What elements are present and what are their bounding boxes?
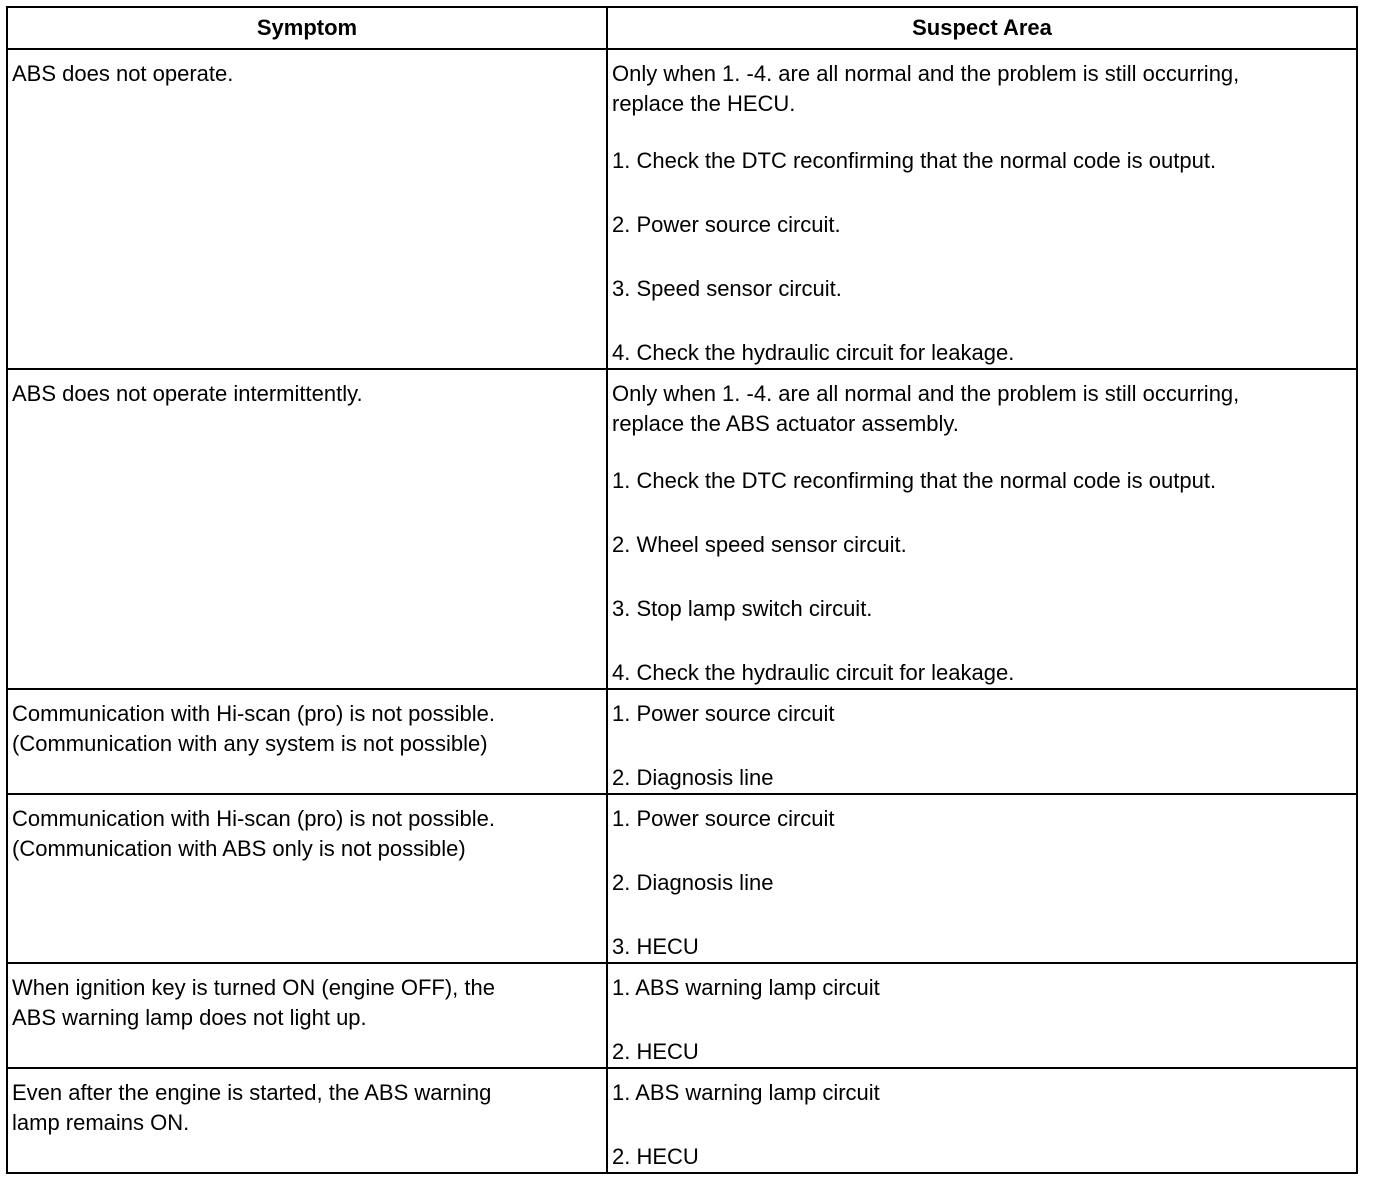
suspect-area-header: Suspect Area (607, 7, 1357, 49)
table-row (7, 49, 1357, 369)
suspect-area-cell (607, 1068, 1357, 1173)
symptom-text: Communication with Hi-scan (pro) is not possible. (Communication with any system is not possible) (12, 701, 495, 756)
suspect-area-content (608, 370, 1356, 688)
table-row (7, 689, 1357, 794)
symptom-header: Symptom (7, 7, 607, 49)
symptom-text: ABS does not operate. (12, 61, 234, 86)
suspect-area-content (608, 795, 1356, 962)
symptom-cell (7, 49, 607, 369)
suspect-area-item: 4. Check the hydraulic circuit for leakage. (612, 660, 1015, 685)
suspect-area-item: 2. Wheel speed sensor circuit. (612, 532, 907, 557)
symptom-text: Communication with Hi-scan (pro) is not possible. (Communication with ABS only is not possible) (12, 806, 495, 861)
symptom-cell (7, 689, 607, 794)
suspect-area-item: 2. HECU (612, 1144, 699, 1169)
symptom-cell (7, 369, 607, 689)
suspect-area-item: 1. Power source circuit (612, 701, 835, 726)
suspect-area-cell (607, 369, 1357, 689)
suspect-area-note: Only when 1. -4. are all normal and the problem is still occurring, replace the HECU. (612, 61, 1240, 116)
suspect-area-item: 1. Check the DTC reconfirming that the normal code is output. (612, 148, 1217, 173)
symptom-text: Even after the engine is started, the ABS warning lamp remains ON. (12, 1080, 492, 1135)
table-row (7, 794, 1357, 963)
suspect-area-content (608, 690, 1356, 793)
suspect-area-cell (607, 963, 1357, 1068)
suspect-area-item: 3. Stop lamp switch circuit. (612, 596, 873, 621)
symptom-text: ABS does not operate intermittently. (12, 381, 363, 406)
suspect-area-item: 3. Speed sensor circuit. (612, 276, 842, 301)
suspect-area-item: 1. ABS warning lamp circuit (612, 1080, 880, 1105)
table-body (7, 49, 1357, 1173)
suspect-area-item: 3. HECU (612, 934, 699, 959)
table-row (7, 369, 1357, 689)
suspect-area-item: 2. Diagnosis line (612, 765, 774, 790)
suspect-area-item: 1. Power source circuit (612, 806, 835, 831)
suspect-area-content (608, 1069, 1356, 1172)
troubleshooting-table (6, 6, 1358, 1174)
table-row (7, 1068, 1357, 1173)
header-row (7, 7, 1357, 49)
symptom-cell (7, 1068, 607, 1173)
table-header (7, 7, 1357, 49)
symptom-cell (7, 963, 607, 1068)
suspect-area-cell (607, 49, 1357, 369)
suspect-area-cell (607, 689, 1357, 794)
suspect-area-item: 1. ABS warning lamp circuit (612, 975, 880, 1000)
symptom-cell (7, 794, 607, 963)
symptom-text: When ignition key is turned ON (engine OFF), the ABS warning lamp does not light up. (12, 975, 495, 1030)
suspect-area-item: 1. Check the DTC reconfirming that the normal code is output. (612, 468, 1217, 493)
suspect-area-note: Only when 1. -4. are all normal and the problem is still occurring, replace the ABS actuator assembly. (612, 381, 1240, 436)
suspect-area-item: 2. HECU (612, 1039, 699, 1064)
suspect-area-item: 2. Power source circuit. (612, 212, 841, 237)
suspect-area-content (608, 964, 1356, 1067)
suspect-area-item: 4. Check the hydraulic circuit for leakage. (612, 340, 1015, 365)
table-row (7, 963, 1357, 1068)
suspect-area-item: 2. Diagnosis line (612, 870, 774, 895)
suspect-area-cell (607, 794, 1357, 963)
suspect-area-content (608, 50, 1356, 368)
